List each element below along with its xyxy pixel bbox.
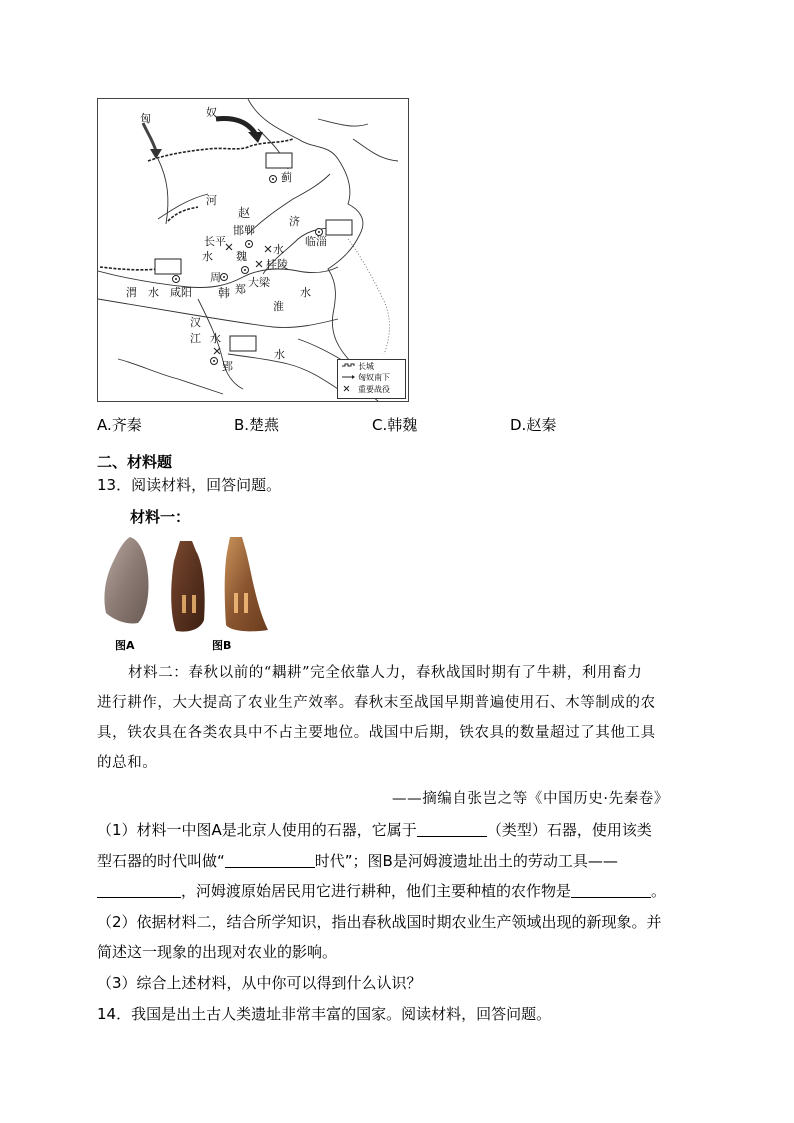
map-label: 河 bbox=[206, 194, 217, 207]
map-label: 魏 bbox=[236, 250, 247, 263]
answer-blank-tool[interactable] bbox=[97, 883, 181, 898]
q13-part1-line1 bbox=[97, 819, 652, 840]
map-label: 水 bbox=[210, 332, 221, 345]
map-label: 长平 bbox=[204, 235, 226, 248]
map-label: 韩 bbox=[218, 286, 231, 300]
map-label: 大梁 bbox=[248, 276, 270, 289]
map-legend bbox=[337, 359, 406, 399]
q14-stem: 14．我国是出土古人类遗址非常丰富的国家。阅读材料，回答问题。 bbox=[97, 1005, 552, 1023]
q13-stem: 13．阅读材料，回答问题。 bbox=[97, 476, 282, 494]
q13-part1-text: 时代”；图B是河姆渡遗址出土的劳动工具—— bbox=[314, 852, 618, 870]
map-label: 匈 bbox=[140, 112, 151, 125]
map-label: 渭 bbox=[126, 286, 137, 299]
map-label: 水 bbox=[202, 250, 213, 263]
legend-arrow-label: 匈奴南下 bbox=[358, 373, 390, 382]
map-label: 咸阳 bbox=[170, 286, 192, 299]
option-d[interactable]: D.赵秦 bbox=[510, 416, 557, 434]
answer-blank-era[interactable] bbox=[225, 853, 315, 868]
map-label: 邯郸 bbox=[233, 224, 255, 237]
q13-part2-line1: （2）依据材料二，结合所学知识，指出春秋战国时期农业生产领域出现的新现象。并 bbox=[97, 913, 662, 931]
legend-battle-label: 重要战役 bbox=[358, 385, 390, 394]
material2-line: 具，铁农具在各类农具中不占主要地位。战国中后期，铁农具的数量超过了其他工具 bbox=[97, 725, 656, 741]
answer-blank-crop[interactable] bbox=[571, 883, 651, 898]
map-label: 淮 bbox=[273, 300, 284, 313]
historical-map bbox=[97, 98, 409, 402]
map-label: 水 bbox=[148, 286, 159, 299]
material2-line: 的总和。 bbox=[97, 755, 158, 771]
map-label: 郢 bbox=[222, 360, 233, 373]
map-label: 江 bbox=[190, 332, 201, 345]
option-b[interactable]: B.楚燕 bbox=[234, 416, 280, 434]
map-label: 蓟 bbox=[281, 171, 292, 184]
stone-tool bbox=[104, 537, 148, 624]
material2-source: ——摘编自张岂之等《中国历史·先秦卷》 bbox=[392, 791, 670, 807]
artifact-figures bbox=[100, 535, 272, 637]
bone-spade-front bbox=[171, 541, 205, 632]
map-label: 周 bbox=[210, 271, 221, 284]
map-label: 水 bbox=[273, 243, 284, 256]
answer-blank-type[interactable] bbox=[417, 822, 487, 837]
map-label: 桂陵 bbox=[266, 258, 288, 271]
legend-wall-label: 长城 bbox=[358, 362, 374, 371]
section-title: 二、材料题 bbox=[97, 453, 173, 471]
option-c[interactable]: C.韩魏 bbox=[372, 416, 418, 434]
figure-b-caption: 图B bbox=[212, 639, 232, 652]
figure-a-caption: 图A bbox=[115, 639, 135, 652]
q13-part1-text: 型石器的时代叫做“ bbox=[97, 852, 225, 870]
map-label: 郑 bbox=[235, 283, 246, 296]
material2-line: 进行耕作，大大提高了农业生产效率。春秋末至战国早期普遍使用石、木等制成的农 bbox=[97, 695, 656, 711]
q13-part1-line2 bbox=[97, 850, 618, 871]
q13-part1-text: （1）材料一中图A是北京人使用的石器，它属于 bbox=[97, 821, 417, 839]
map-label: 赵 bbox=[238, 206, 251, 220]
q13-part1-text: ，河姆渡原始居民用它进行耕种，他们主要种植的农作物是 bbox=[181, 882, 572, 900]
material1-title: 材料一： bbox=[130, 508, 191, 526]
bone-spade-back bbox=[225, 537, 268, 631]
map-label: 汉 bbox=[190, 316, 201, 329]
q13-part1-text: （类型）石器，使用该类 bbox=[486, 821, 652, 839]
q13-part3: （3）综合上述材料，从中你可以得到什么认识？ bbox=[97, 974, 422, 992]
map-label: 临淄 bbox=[305, 235, 327, 248]
q13-part1-text: 。 bbox=[651, 882, 667, 900]
map-drawing bbox=[98, 99, 408, 401]
q13-part2-line2: 简述这一现象的出现对农业的影响。 bbox=[97, 943, 338, 961]
option-a[interactable]: A.齐秦 bbox=[97, 416, 142, 434]
q13-part1-line3 bbox=[97, 880, 666, 901]
map-label: 济 bbox=[289, 215, 300, 228]
material2-line: 材料二：春秋以前的“耦耕”完全依靠人力，春秋战国时期有了牛耕，利用畜力 bbox=[128, 665, 643, 681]
map-label: 水 bbox=[274, 348, 285, 361]
map-label: 奴 bbox=[206, 106, 217, 119]
map-label: 水 bbox=[300, 286, 311, 299]
